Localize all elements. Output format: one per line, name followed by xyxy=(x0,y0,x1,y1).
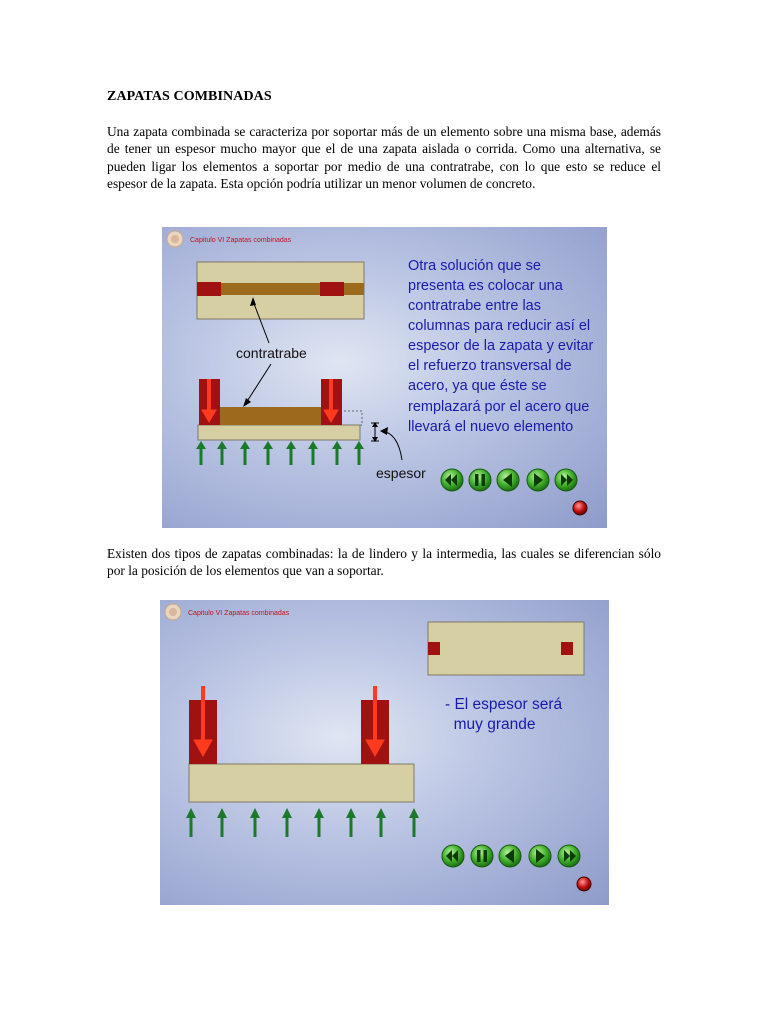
contratrabe-label: contratrabe xyxy=(236,345,307,361)
university-logo xyxy=(165,604,181,620)
elevation-view xyxy=(189,686,414,802)
svg-text:columnas para reducir así el: columnas para reducir así el xyxy=(408,318,591,334)
slide-espesor xyxy=(160,600,609,905)
slide-contratrabe xyxy=(162,227,607,528)
types-paragraph: Existen dos tipos de zapatas combinadas: la de lindero y la intermedia, las cuales se diferencian sólo por la posición de los elementos que van a soportar. xyxy=(107,546,661,579)
slide-espesor-graphic xyxy=(160,600,609,905)
svg-text:llevará el nuevo elemento: llevará el nuevo elemento xyxy=(408,419,574,435)
slide-header: Capitulo VI Zapatas combinadas xyxy=(190,237,292,244)
espesor-dimension xyxy=(371,422,402,460)
slide-header: Capitulo VI Zapatas combinadas xyxy=(188,610,290,617)
svg-text:acero, ya que éste se: acero, ya que éste se xyxy=(408,378,547,394)
slide1-explanation xyxy=(408,258,594,435)
intro-paragraph: Una zapata combinada se caracteriza por soportar más de un elemento sobre una misma base, además de tener un espesor mucho mayor que el de una zapata aislada o corrida. Como una alternativa, se pueden ligar los elementos a soportar por medio de una contratrabe, con lo que esto se reduce el espesor de la zapata. Esta opción podría utilizar un menor volumen de concreto. xyxy=(107,124,661,191)
slide-contratrabe-graphic xyxy=(162,227,607,528)
column-plan-left xyxy=(197,282,221,296)
pause-button[interactable] xyxy=(469,469,491,491)
column-plan-right xyxy=(561,642,573,655)
contratrabe-elevation xyxy=(219,407,321,425)
university-logo xyxy=(167,231,183,247)
column-plan-right xyxy=(320,282,344,296)
svg-text:presenta es colocar una: presenta es colocar una xyxy=(408,278,563,294)
svg-text:Otra solución que se: Otra solución que se xyxy=(408,258,541,274)
rewind-button[interactable] xyxy=(441,469,463,491)
elevation-view xyxy=(198,379,362,440)
playback-controls xyxy=(442,845,580,867)
exit-button[interactable] xyxy=(577,877,591,891)
svg-text:contratrabe entre las: contratrabe entre las xyxy=(408,298,541,314)
playback-controls xyxy=(441,469,577,491)
document-title: ZAPATAS COMBINADAS xyxy=(107,89,272,104)
svg-text:- El espesor será: - El espesor será xyxy=(445,696,563,713)
soil-reaction-arrows xyxy=(196,441,364,465)
plan-view xyxy=(428,622,584,675)
slide2-explanation xyxy=(445,696,563,733)
plan-view xyxy=(197,262,364,319)
exit-button[interactable] xyxy=(573,501,587,515)
pause-button[interactable] xyxy=(471,845,493,867)
soil-reaction-arrows xyxy=(186,808,419,837)
forward-button[interactable] xyxy=(558,845,580,867)
play-button[interactable] xyxy=(527,469,549,491)
forward-button[interactable] xyxy=(555,469,577,491)
svg-text:muy grande: muy grande xyxy=(445,716,536,733)
back-button[interactable] xyxy=(499,845,521,867)
back-button[interactable] xyxy=(497,469,519,491)
rewind-button[interactable] xyxy=(442,845,464,867)
svg-text:el refuerzo transversal de: el refuerzo transversal de xyxy=(408,358,572,374)
column-plan-left xyxy=(428,642,440,655)
svg-text:espesor de la zapata y evitar: espesor de la zapata y evitar xyxy=(408,338,594,354)
espesor-label: espesor xyxy=(376,465,426,481)
svg-text:remplazará por el acero que: remplazará por el acero que xyxy=(408,399,590,415)
play-button[interactable] xyxy=(529,845,551,867)
